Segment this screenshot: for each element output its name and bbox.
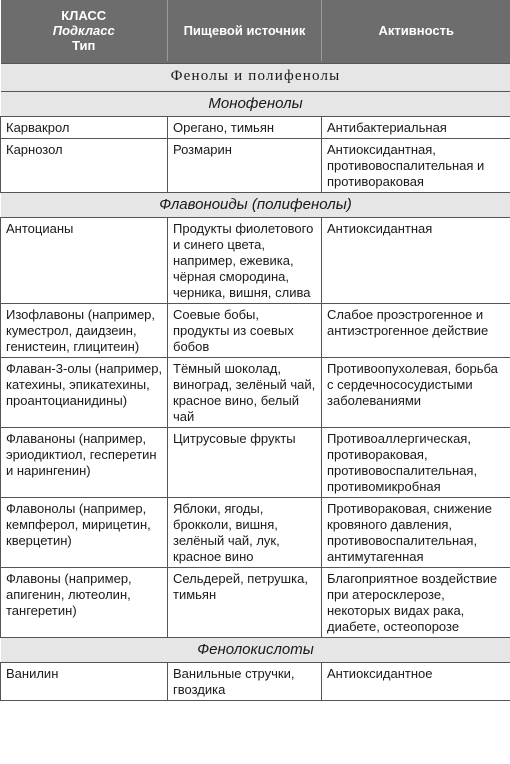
source-cell: Ванильные стручки, гвоздика xyxy=(168,663,322,701)
activity-cell: Противоопухолевая, борьба с сердечнососудистыми заболеваниями xyxy=(322,358,510,428)
table-row xyxy=(1,218,510,304)
header-class-column xyxy=(1,0,168,61)
activity-cell: Благоприятное воздействие при атеросклерозе, некоторых видах рака, диабете, остеопорозе xyxy=(322,568,510,638)
type-cell: Антоцианы xyxy=(1,218,168,304)
type-cell: Флаваноны (например, эриодиктиол, гесперетин и нарингенин) xyxy=(1,428,168,498)
table-row xyxy=(1,663,510,701)
source-cell: Яблоки, ягоды, брокколи, вишня, зелёный чай, лук, красное вино xyxy=(168,498,322,568)
activity-cell: Противораковая, снижение кровяного давления, противовоспалительная, антимутагенная xyxy=(322,498,510,568)
source-cell: Цитрусовые фрукты xyxy=(168,428,322,498)
group-title-monophenols: Монофенолы xyxy=(1,92,510,117)
type-cell: Флавоны (например, апигенин, лютеолин, тангеретин) xyxy=(1,568,168,638)
type-cell: Карвакрол xyxy=(1,117,168,139)
activity-cell: Антиоксидантное xyxy=(322,663,510,701)
source-cell: Розмарин xyxy=(168,139,322,193)
type-cell: Карнозол xyxy=(1,139,168,193)
activity-cell: Антибактериальная xyxy=(322,117,510,139)
type-cell: Флавонолы (например, кемпферол, мирицетин, кверцетин) xyxy=(1,498,168,568)
group-title-flavonoids: Флавоноиды (полифенолы) xyxy=(1,193,510,218)
type-cell: Изофлавоны (например, куместрол, даидзеин, генистеин, глицитеин) xyxy=(1,304,168,358)
group-title-row xyxy=(1,638,510,663)
type-cell: Ванилин xyxy=(1,663,168,701)
source-cell: Сельдерей, петрушка, тимьян xyxy=(168,568,322,638)
header-subclass-label: Подкласс xyxy=(52,23,115,38)
group-title-row xyxy=(1,193,510,218)
table-row xyxy=(1,498,510,568)
source-cell: Продукты фиолетового и синего цвета, например, ежевика, чёрная смородина, черника, вишня, слива xyxy=(168,218,322,304)
source-cell: Соевые бобы, продукты из соевых бобов xyxy=(168,304,322,358)
activity-cell: Антиоксидантная xyxy=(322,218,510,304)
group-title-phenolic-acids: Фенолокислоты xyxy=(1,638,510,663)
section-title-row xyxy=(1,64,510,92)
table-row xyxy=(1,428,510,498)
source-cell: Тёмный шоколад, виноград, зелёный чай, красное вино, белый чай xyxy=(168,358,322,428)
header-type-label: Тип xyxy=(72,38,96,53)
table-row xyxy=(1,358,510,428)
table-row xyxy=(1,139,510,193)
group-title-row xyxy=(1,92,510,117)
header-activity-column: Активность xyxy=(322,0,510,61)
table-row xyxy=(1,117,510,139)
header-source-column: Пищевой источник xyxy=(168,0,322,61)
activity-cell: Противоаллергическая, противораковая, противовоспалительная, противомикробная xyxy=(322,428,510,498)
table-row xyxy=(1,304,510,358)
activity-cell: Антиоксидантная, противовоспалительная и противораковая xyxy=(322,139,510,193)
source-cell: Орегано, тимьян xyxy=(168,117,322,139)
table-row xyxy=(1,568,510,638)
type-cell: Флаван-3-олы (например, катехины, эпикатехины, проантоцианидины) xyxy=(1,358,168,428)
activity-cell: Слабое проэстрогенное и антиэстрогенное действие xyxy=(322,304,510,358)
header-class-label: КЛАСС xyxy=(61,8,107,23)
table-header-row xyxy=(1,0,510,61)
section-title: Фенолы и полифенолы xyxy=(1,64,510,92)
